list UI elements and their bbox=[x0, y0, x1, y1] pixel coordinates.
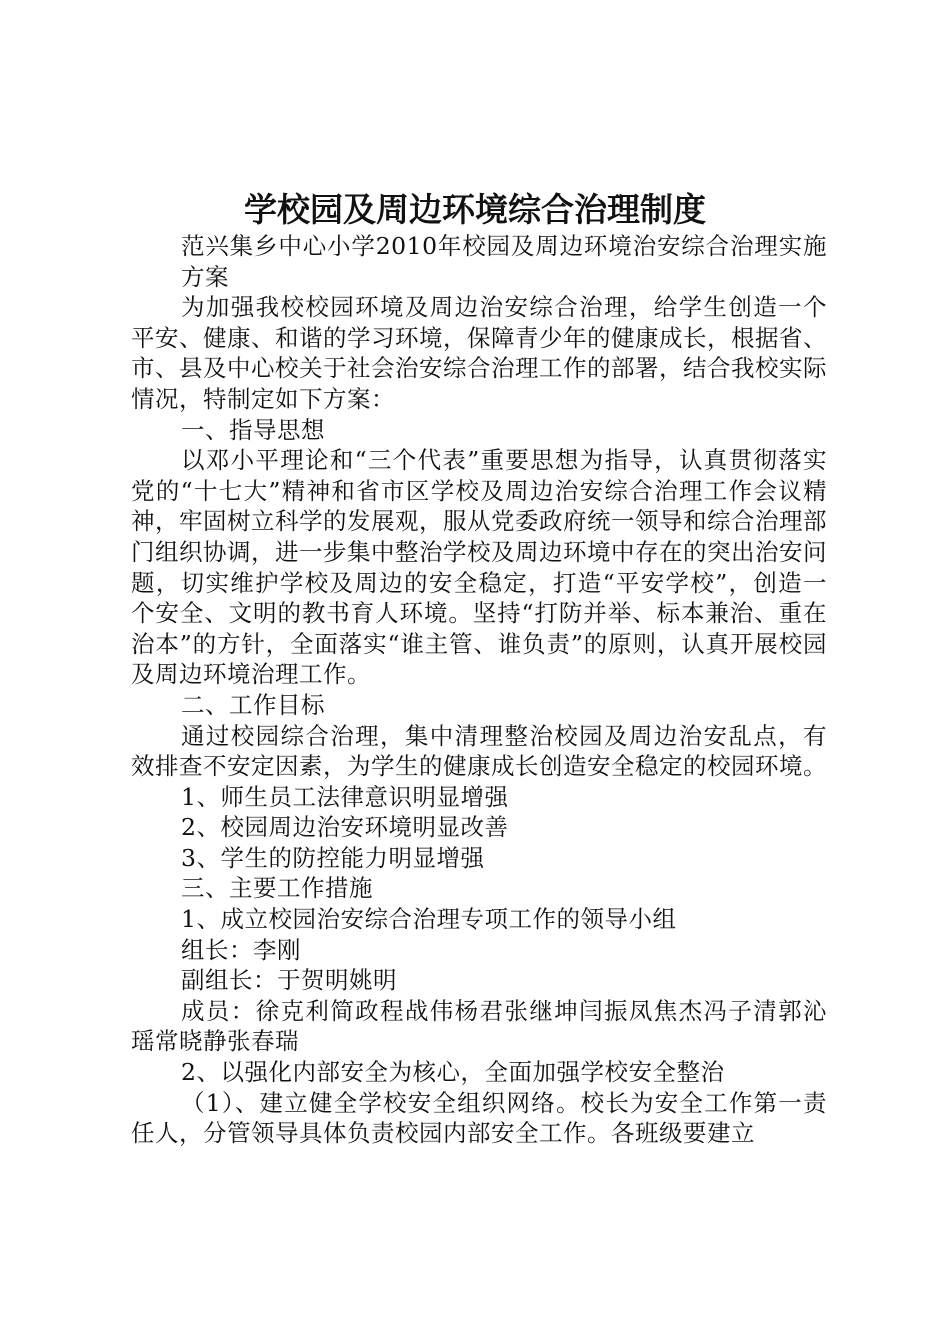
paragraph: 三、主要工作措施 bbox=[181, 874, 373, 903]
paragraph: 组长：李刚 bbox=[181, 935, 301, 964]
paragraph: 一、指导思想 bbox=[181, 415, 325, 444]
paragraph: 1、师生员工法律意识明显增强 bbox=[181, 782, 509, 811]
paragraph: 1、成立校园治安综合治理专项工作的领导小组 bbox=[181, 905, 677, 934]
paragraph: 以邓小平理论和“三个代表”重要思想为指导，认真贯彻落实党的“十七大”精神和省市区学校及周边治安综合治理工作会议精神，牢固树立科学的发展观，服从党委政府统一领导和综合治理部门组织协调，进一步集中整治学校及周边环境中存在的突出治安问题，切实维护学校及周边的安全稳定，打造“平安学校”，创造一个安全、文明的教书育人环境。坚持“打防并举、标本兼治、重在治本”的方针，全面落实“谁主管、谁负责”的原则，认真开展校园及周边环境治理工作。 bbox=[131, 446, 827, 689]
paragraph: 2、以强化内部安全为核心，全面加强学校安全整治 bbox=[181, 1058, 725, 1087]
paragraph: 2、校园周边治安环境明显改善 bbox=[181, 813, 509, 842]
document-title: 学校园及周边环境综合治理制度 bbox=[244, 190, 706, 229]
paragraph: 为加强我校校园环境及周边治安综合治理，给学生创造一个平安、健康、和谐的学习环境，保障青少年的健康成长，根据省、市、县及中心校关于社会治安综合治理工作的部署，结合我校实际情况，特制定如下方案： bbox=[131, 293, 827, 413]
paragraph: 3、学生的防控能力明显增强 bbox=[181, 843, 485, 872]
paragraph: 副组长：于贺明姚明 bbox=[181, 966, 397, 995]
paragraph: 通过校园综合治理，集中清理整治校园及周边治安乱点，有效排查不安定因素，为学生的健康成长创造安全稳定的校园环境。 bbox=[131, 721, 827, 781]
paragraph: 范兴集乡中心小学2010年校园及周边环境治安综合治理实施方案 bbox=[181, 232, 827, 291]
paragraph: 二、工作目标 bbox=[181, 690, 325, 719]
paragraph: （1）、建立健全学校安全组织网络。校长为安全工作第一责任人，分管领导具体负责校园内部安全工作。各班级要建立 bbox=[131, 1088, 827, 1148]
paragraph: 成员：徐克利简政程战伟杨君张继坤闫振凤焦杰冯子清郭沁瑶常晓静张春瑞 bbox=[131, 996, 827, 1056]
document-body bbox=[131, 231, 827, 1149]
